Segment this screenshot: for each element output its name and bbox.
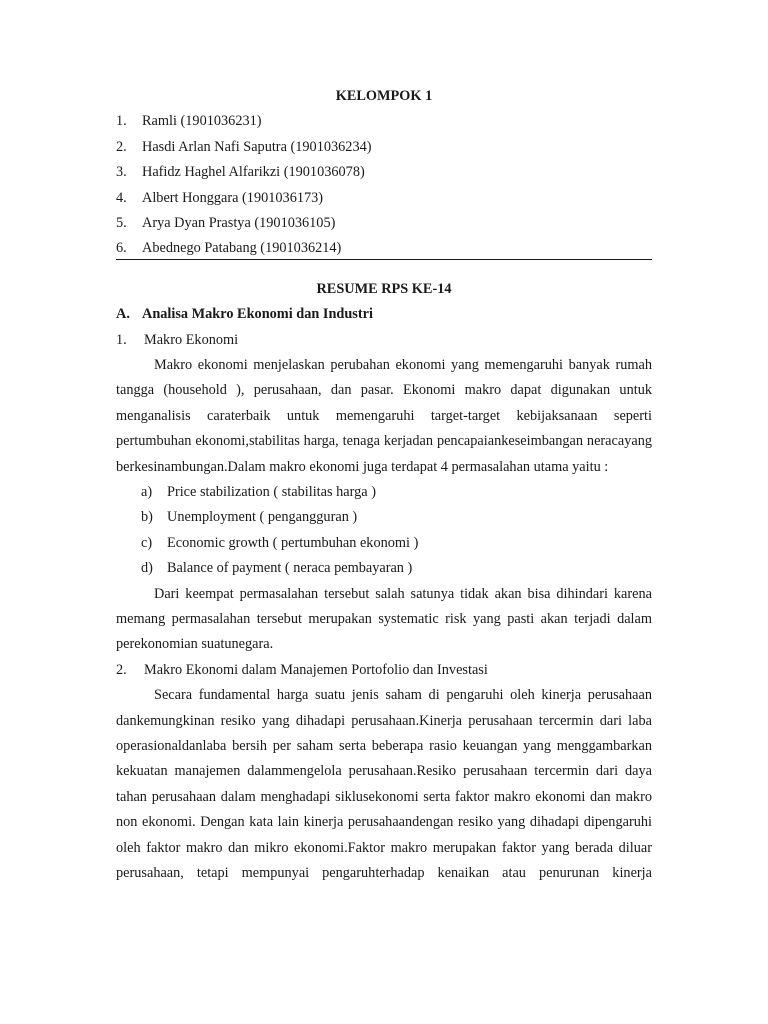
- member-item: [116, 186, 652, 211]
- subsection-heading: [116, 328, 652, 353]
- member-number: 2.: [116, 138, 127, 155]
- problem-label: c): [141, 534, 153, 551]
- member-item: [116, 135, 652, 160]
- problem-text: Unemployment ( pengangguran ): [167, 509, 358, 526]
- problem-text: Price stabilization ( stabilitas harga ): [167, 483, 376, 500]
- member-item: [116, 160, 652, 185]
- member-item: [116, 211, 652, 236]
- paragraph: Makro ekonomi menjelaskan perubahan ekonomi yang memengaruhi banyak rumah tangga (household ), perusahaan, dan pasar. Ekonomi makro dapat digunakan untuk menganalisis caraterbaik untuk memengaruhi target-target kebijaksanaan seperti pertumbuhan ekonomi,stabilitas harga, tenaga kerjadan pencapaiankeseimbangan neracayang berkesinambungan.Dalam makro ekonomi juga terdapat 4 permasalahan utama yaitu :: [116, 356, 652, 475]
- member-number: 6.: [116, 240, 127, 257]
- paragraph: Dari keempat permasalahan tersebut salah satunya tidak akan bisa dihindari karena memang permasalahan tersebut merupakan systematic risk yang pasti akan terjadi dalam perekonomian suatunegara.: [116, 585, 652, 653]
- problem-label: d): [141, 560, 153, 577]
- problem-label: a): [141, 483, 153, 500]
- resume-title: RESUME RPS KE-14: [316, 280, 452, 297]
- member-name: Ramli (1901036231): [142, 113, 262, 130]
- problem-list: [116, 480, 652, 582]
- problem-item: [116, 556, 652, 581]
- member-item: [116, 109, 652, 134]
- member-list: [116, 109, 652, 261]
- subsection-heading: [116, 658, 652, 683]
- problem-item: [116, 531, 652, 556]
- problem-item: [116, 480, 652, 505]
- member-number: 1.: [116, 113, 127, 130]
- member-name: Arya Dyan Prastya (1901036105): [142, 214, 336, 231]
- section-label: A.: [116, 306, 130, 323]
- document-content: [116, 84, 652, 886]
- subsection-number: 1.: [116, 331, 127, 348]
- subsection-number: 2.: [116, 661, 127, 678]
- member-name: Albert Honggara (1901036173): [142, 189, 324, 206]
- problem-label: b): [141, 509, 153, 526]
- member-number: 4.: [116, 189, 127, 206]
- problem-text: Balance of payment ( neraca pembayaran ): [167, 560, 413, 577]
- member-number: 3.: [116, 164, 127, 181]
- member-name: Hafidz Haghel Alfarikzi (1901036078): [142, 164, 365, 181]
- member-name: Hasdi Arlan Nafi Saputra (1901036234): [142, 138, 372, 155]
- subsection-title: Makro Ekonomi: [144, 331, 239, 348]
- member-number: 5.: [116, 214, 127, 231]
- member-name: Abednego Patabang (1901036214): [142, 240, 342, 257]
- group-title: KELOMPOK 1: [335, 88, 433, 104]
- section-title: Analisa Makro Ekonomi dan Industri: [142, 306, 373, 323]
- paragraph: Secara fundamental harga suatu jenis saham di pengaruhi oleh kinerja perusahaan dankemungkinan resiko yang dihadapi perusahaan.Kinerja perusahaan tercermin dari laba operasionaldanlaba bersih per saham serta beberapa rasio keuangan yang menggambarkan kekuatan manajemen dalammengelola perusahaan.Resiko perusahaan tercermin dari daya tahan perusahaan dalam menghadapi siklusekonomi serta faktor makro ekonomi dan makro non ekonomi. Dengan kata lain kinerja perusahaandengan resiko yang dihadapi dipengaruhi oleh faktor makro dan mikro ekonomi.Faktor makro merupakan faktor yang berada diluar perusahaan, tetapi mempunyai pengaruhterhadap kenaikan atau penurunan kinerja: [116, 687, 652, 881]
- subsection-title: Makro Ekonomi dalam Manajemen Portofolio dan Investasi: [144, 661, 488, 678]
- problem-text: Economic growth ( pertumbuhan ekonomi ): [167, 534, 419, 551]
- section-heading: [116, 302, 652, 327]
- problem-item: [116, 505, 652, 530]
